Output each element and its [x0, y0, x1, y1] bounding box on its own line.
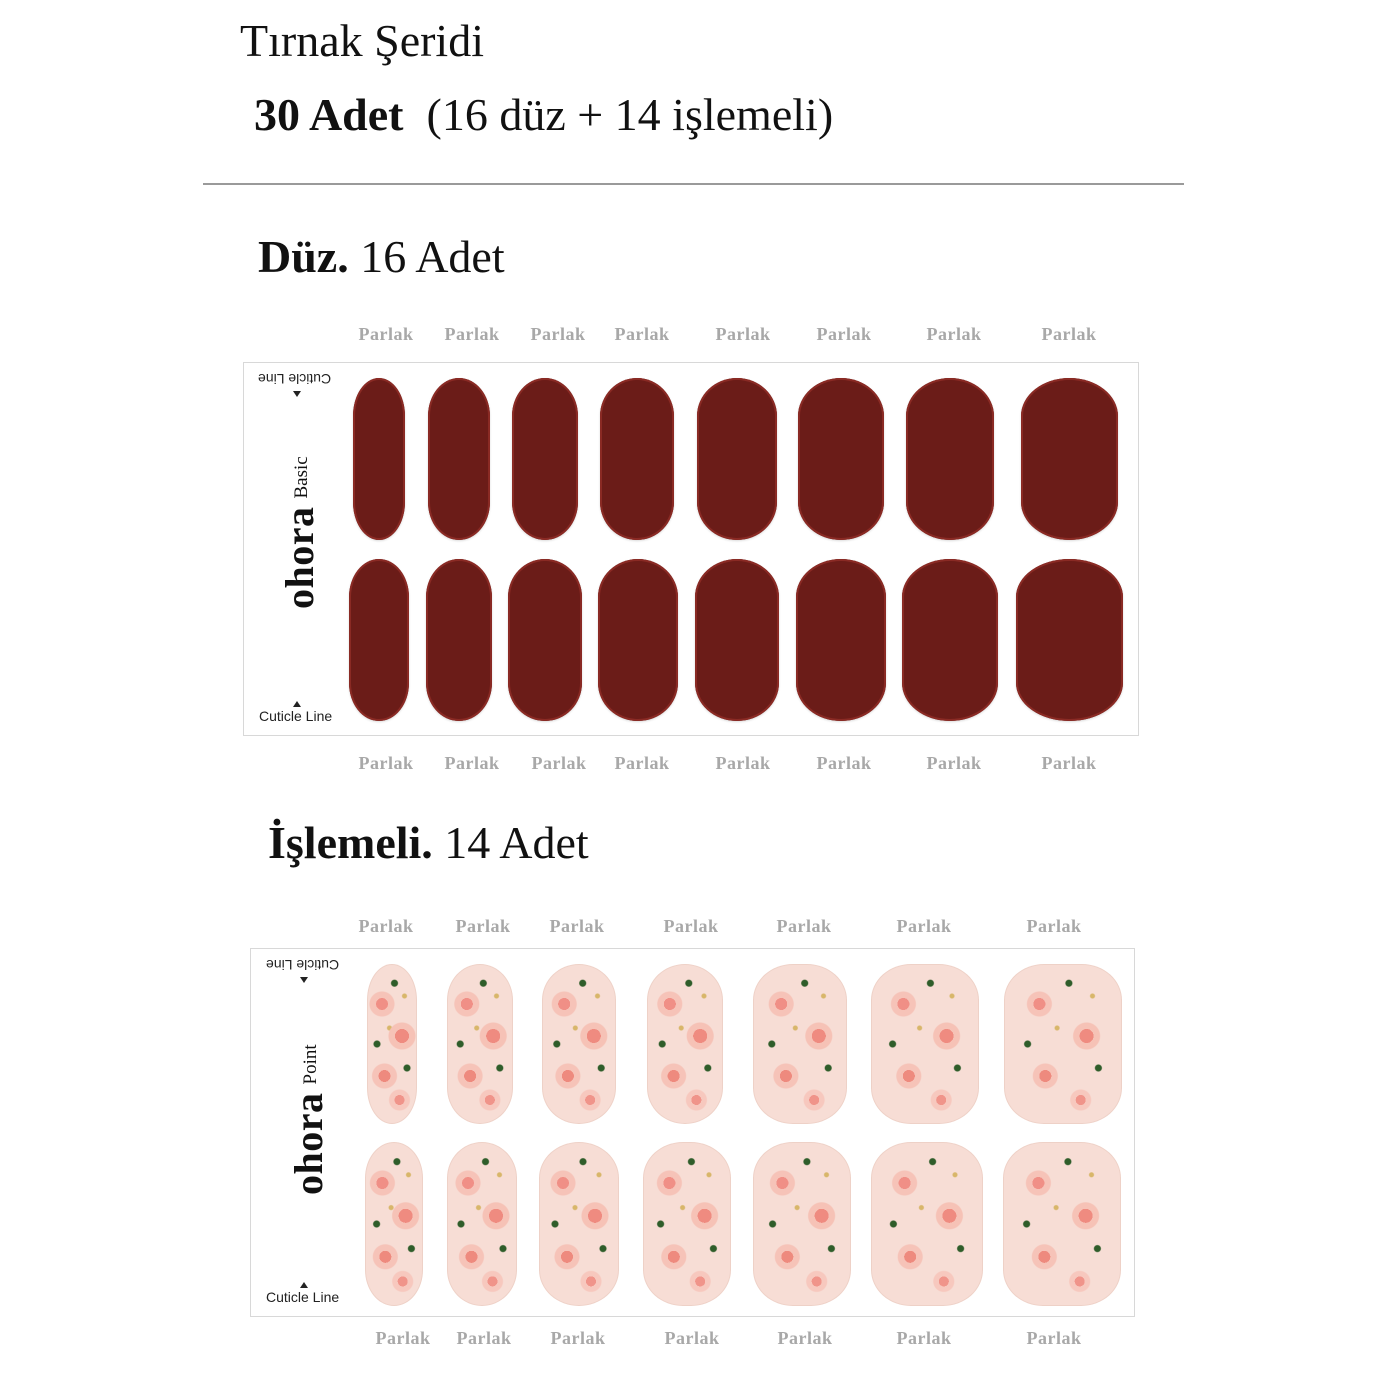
finish-label: Parlak — [664, 1328, 720, 1348]
finish-label: Parlak — [816, 753, 872, 773]
patterned-section-heading — [268, 816, 589, 870]
plain-nail-sheet — [243, 362, 1139, 736]
finish-label: Parlak — [715, 753, 771, 773]
nail-strip[interactable] — [695, 559, 779, 721]
finish-label: Parlak — [776, 916, 832, 936]
nail-strip[interactable] — [508, 559, 582, 721]
cuticle-arrow-top-icon — [300, 977, 308, 983]
page-title: Tırnak Şeridi — [240, 15, 484, 66]
nail-strip[interactable] — [647, 964, 723, 1124]
nail-strip[interactable] — [353, 378, 405, 540]
nail-strip[interactable] — [1004, 964, 1122, 1124]
plain-label: Düz. — [258, 231, 349, 282]
nail-strip[interactable] — [906, 378, 994, 540]
nail-strip[interactable] — [798, 378, 884, 540]
brand-logo: ohora — [286, 1092, 331, 1195]
finish-label: Parlak — [896, 1328, 952, 1348]
finish-label: Parlak — [531, 753, 587, 773]
nail-strip[interactable] — [367, 964, 417, 1124]
nail-strip[interactable] — [447, 964, 513, 1124]
nail-strip[interactable] — [447, 1142, 517, 1306]
total-count-bold: 30 Adet — [254, 89, 404, 140]
cuticle-line-top-label: Cuticle Line — [266, 957, 340, 973]
finish-label: Parlak — [816, 324, 872, 344]
finish-label: Parlak — [1026, 916, 1082, 936]
finish-label: Parlak — [456, 1328, 512, 1348]
finish-label: Parlak — [1041, 753, 1097, 773]
finish-label: Parlak — [777, 1328, 833, 1348]
nail-strip[interactable] — [426, 559, 492, 721]
finish-label: Parlak — [715, 324, 771, 344]
cuticle-line-bottom-label: Cuticle Line — [259, 708, 333, 724]
nail-strip[interactable] — [428, 378, 490, 540]
nail-strip[interactable] — [753, 1142, 851, 1306]
product-line: Basic — [291, 456, 312, 499]
finish-label: Parlak — [926, 324, 982, 344]
finish-label: Parlak — [614, 753, 670, 773]
finish-label: Parlak — [896, 916, 952, 936]
nail-strip[interactable] — [1003, 1142, 1121, 1306]
cuticle-arrow-top-icon — [293, 391, 301, 397]
nail-strip[interactable] — [1016, 559, 1123, 721]
nail-strip[interactable] — [542, 964, 616, 1124]
nail-strip[interactable] — [539, 1142, 619, 1306]
cuticle-arrow-bottom-icon — [300, 1282, 308, 1288]
finish-label: Parlak — [455, 916, 511, 936]
nail-strip[interactable] — [753, 964, 847, 1124]
nail-strip[interactable] — [1021, 378, 1118, 540]
finish-label: Parlak — [550, 1328, 606, 1348]
finish-label: Parlak — [358, 753, 414, 773]
nail-strip[interactable] — [697, 378, 777, 540]
nail-strip[interactable] — [365, 1142, 423, 1306]
finish-label: Parlak — [549, 916, 605, 936]
finish-label: Parlak — [1026, 1328, 1082, 1348]
nail-strip[interactable] — [349, 559, 409, 721]
nail-strip[interactable] — [600, 378, 674, 540]
finish-label: Parlak — [358, 916, 414, 936]
finish-label: Parlak — [444, 324, 500, 344]
total-count — [254, 88, 833, 142]
cuticle-line-bottom-label: Cuticle Line — [266, 1289, 340, 1305]
nail-strip[interactable] — [643, 1142, 731, 1306]
nail-strip[interactable] — [796, 559, 886, 721]
nail-strip[interactable] — [598, 559, 678, 721]
patterned-count: 14 Adet — [444, 817, 589, 868]
finish-label: Parlak — [1041, 324, 1097, 344]
plain-count: 16 Adet — [360, 231, 505, 282]
finish-label: Parlak — [614, 324, 670, 344]
finish-label: Parlak — [358, 324, 414, 344]
cuticle-arrow-bottom-icon — [293, 701, 301, 707]
finish-label: Parlak — [926, 753, 982, 773]
product-line: Point — [300, 1044, 321, 1085]
finish-label: Parlak — [375, 1328, 431, 1348]
cuticle-line-top-label: Cuticle Line — [258, 371, 332, 387]
patterned-brand-block — [285, 1044, 332, 1195]
finish-label: Parlak — [444, 753, 500, 773]
nail-strip[interactable] — [871, 1142, 983, 1306]
brand-logo: ohora — [277, 506, 322, 609]
nail-strip[interactable] — [902, 559, 998, 721]
nail-strip[interactable] — [871, 964, 979, 1124]
finish-label: Parlak — [530, 324, 586, 344]
patterned-nail-sheet — [250, 948, 1135, 1317]
plain-brand-block — [276, 456, 323, 609]
patterned-label: İşlemeli. — [268, 817, 433, 868]
plain-section-heading — [258, 230, 505, 284]
total-count-detail: (16 düz + 14 işlemeli) — [426, 89, 834, 140]
finish-label: Parlak — [663, 916, 719, 936]
divider — [203, 183, 1184, 185]
nail-strip[interactable] — [512, 378, 578, 540]
